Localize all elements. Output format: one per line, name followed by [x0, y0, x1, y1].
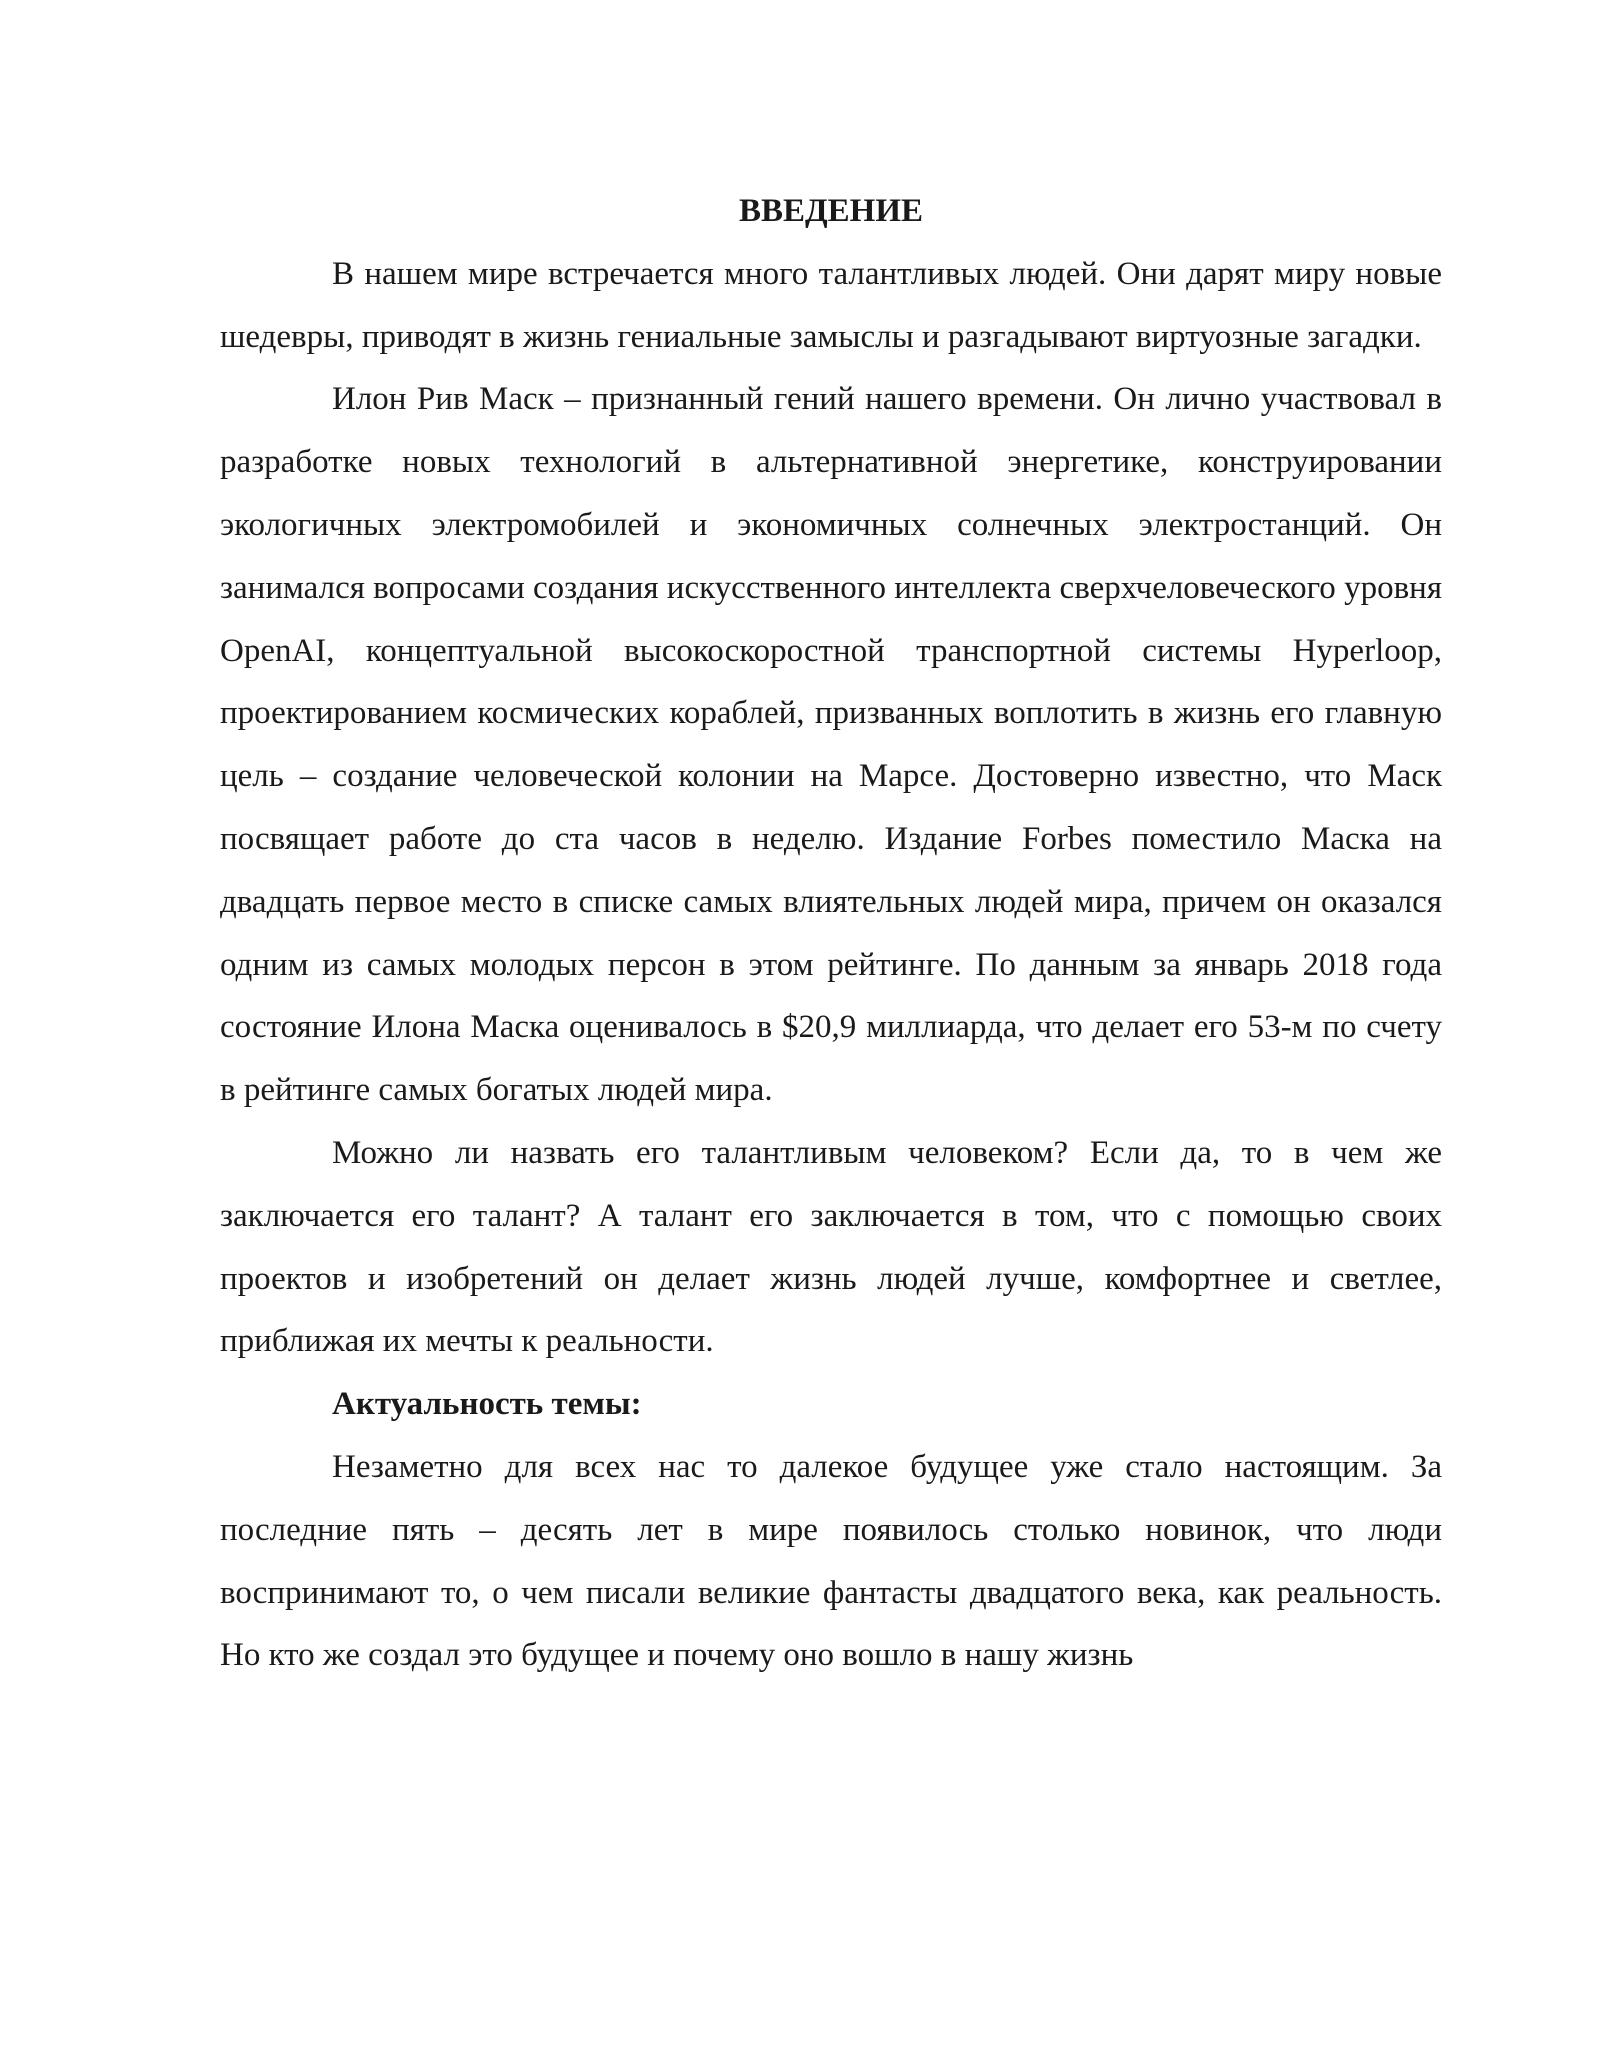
paragraph-talent: Можно ли назвать его талантливым человеком? Если да, то в чем же заключается его талант? А талант его заключается в том, что с помощью своих проектов и изобретений он делает жизнь людей лучше, комфортнее и светлее, приближая их мечты к реальности. — [220, 1134, 1442, 1360]
section-heading: Актуальность темы: — [332, 1386, 642, 1423]
document-page — [220, 180, 1442, 1687]
page-title: ВВЕДЕНИЕ — [738, 193, 924, 229]
paragraph-relevance: Незаметно для всех нас то далекое будущее уже стало настоящим. За последние пять – десять лет в мире появилось столько новинок, что люди воспринимают то, о чем писали великие фантасты двадцатого века, как реальность. Но кто же создал это будущее и почему оно вошло в нашу жизнь — [220, 1448, 1442, 1674]
paragraph-intro: В нашем мире встречается много талантливых людей. Они дарят миру новые шедевры, приводят в жизнь гениальные замыслы и разгадывают виртуозные загадки. — [220, 255, 1442, 355]
paragraph-musk: Илон Рив Маск – признанный гений нашего времени. Он лично участвовал в разработке новых технологий в альтернативной энергетике, конструировании экологичных электромобилей и экономичных солнечных электростанций. Он занимался вопросами создания искусственного интеллекта сверхчеловеческого уровня OpenAI, концептуальной высокоскоростной транспортной системы Hyperloop, проектированием космических кораблей, призванных воплотить в жизнь его главную цель – создание человеческой колонии на Марсе. Достоверно известно, что Маск посвящает работе до ста часов в неделю. Издание Forbes поместило Маска на двадцать первое место в списке самых влиятельных людей мира, причем он оказался одним из самых молодых персон в этом рейтинге. По данным за январь 2018 года состояние Илона Маска оценивалось в $20,9 миллиарда, что делает его 53-м по счету в рейтинге самых богатых людей мира. — [220, 381, 1442, 1109]
